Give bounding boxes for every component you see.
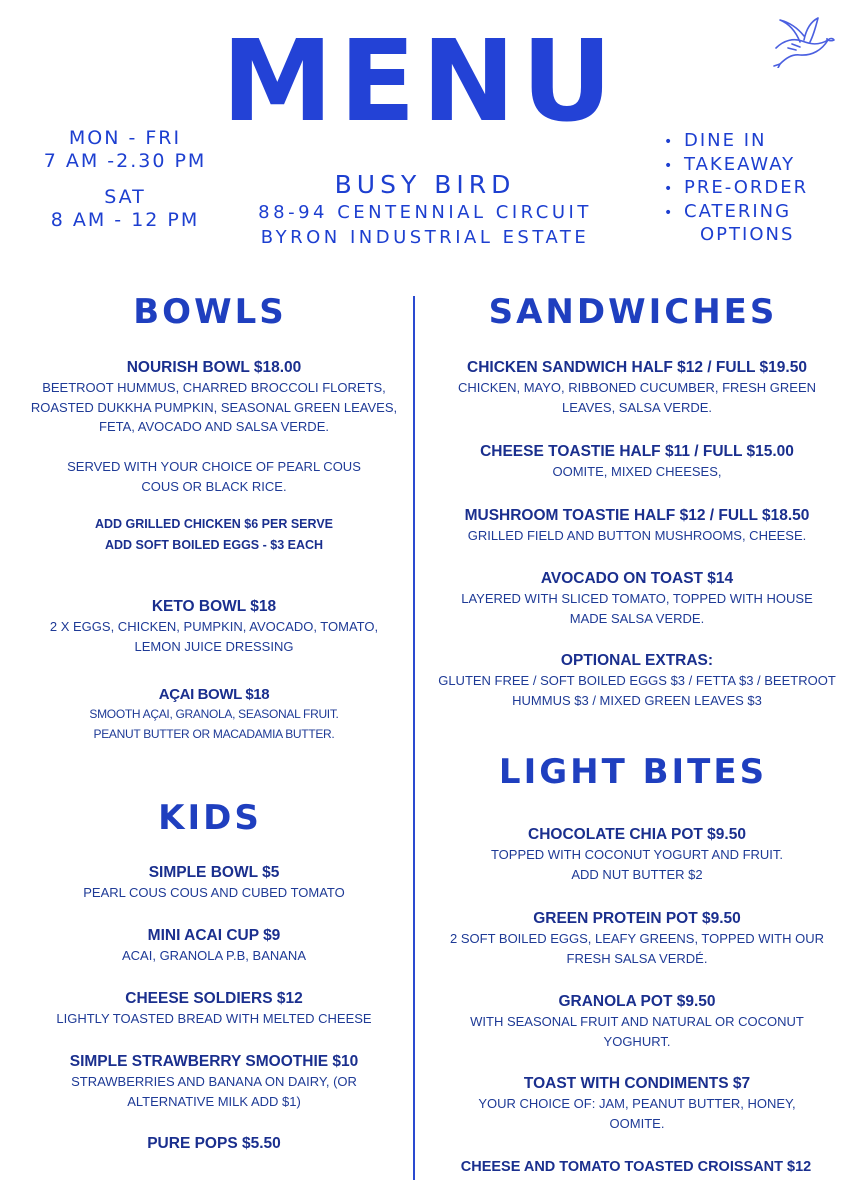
- menu-item-croissant: [428, 1157, 844, 1177]
- column-divider: [413, 296, 415, 1180]
- served-note: SERVED WITH YOUR CHOICE OF PEARL COUS COUS OR BLACK RICE.: [67, 459, 361, 494]
- item-description: 2 X EGGS, CHICKEN, PUMPKIN, AVOCADO, TOMATO, LEMON JUICE DRESSING: [49, 619, 379, 654]
- menu-item-avocado-toast: [432, 569, 842, 628]
- menu-item-acai-bowl: [18, 685, 410, 744]
- bullet-icon: •: [664, 157, 675, 174]
- menu-item-cheese-toastie: [432, 442, 842, 482]
- bullet-icon: •: [664, 181, 675, 197]
- bullet-icon: •: [664, 134, 675, 150]
- menu-item-pure-pops: [18, 1134, 410, 1154]
- item-description: STRAWBERRIES AND BANANA ON DAIRY, (OR ALTERNATIVE MILK ADD $1): [71, 1074, 357, 1109]
- menu-item-cheese-soldiers: [18, 989, 410, 1029]
- service-item: • TAKEAWAY: [664, 154, 834, 178]
- saturday-hours: [30, 186, 220, 232]
- menu-item-strawberry-smoothie: [18, 1052, 410, 1111]
- item-description: PEARL COUS COUS AND CUBED TOMATO: [83, 885, 345, 900]
- menu-item-mini-acai-cup: [18, 926, 410, 966]
- add-chicken: ADD GRILLED CHICKEN $6 PER SERVE: [94, 517, 333, 531]
- item-description: LIGHTLY TOASTED BREAD WITH MELTED CHEESE: [56, 1011, 372, 1026]
- menu-item-chocolate-chia-pot: [432, 825, 842, 884]
- weekday-hours: [30, 127, 220, 173]
- menu-item-toast-condiments: [432, 1074, 842, 1133]
- item-description: YOUR CHOICE OF: JAM, PEANUT BUTTER, HONEY, OOMITE.: [478, 1096, 796, 1131]
- item-title: OPTIONAL EXTRAS:: [560, 652, 714, 669]
- menu-item-keto-bowl: [18, 597, 410, 656]
- weekday-times: 7 AM -2.30 PM: [43, 150, 207, 172]
- optional-extras: [432, 651, 842, 710]
- item-description: ACAI, GRANOLA P.B, BANANA: [122, 948, 306, 963]
- item-title: SIMPLE STRAWBERRY SMOOTHIE $10: [69, 1053, 359, 1070]
- bullet-icon: •: [664, 204, 675, 221]
- add-eggs: ADD SOFT BOILED EGGS - $3 EACH: [104, 538, 324, 552]
- item-title: MINI ACAI CUP $9: [147, 927, 281, 944]
- menu-title: MENU: [221, 17, 619, 147]
- item-description: LAYERED WITH SLICED TOMATO, TOPPED WITH HOUSE MADE SALSA VERDE.: [461, 591, 813, 626]
- saturday-times: 8 AM - 12 PM: [50, 209, 200, 231]
- item-title: GRANOLA POT $9.50: [558, 993, 716, 1010]
- item-description: CHICKEN, MAYO, RIBBONED CUCUMBER, FRESH GREEN LEAVES, SALSA VERDE.: [457, 380, 817, 415]
- item-title: GREEN PROTEIN POT $9.50: [533, 910, 741, 927]
- service-item: • DINE IN: [664, 130, 834, 154]
- item-title: MUSHROOM TOASTIE HALF $12 / FULL $18.50: [464, 507, 810, 524]
- section-heading-sandwiches: SANDWICHES: [488, 292, 778, 332]
- saturday-day: SAT: [104, 186, 146, 208]
- section-heading-light-bites: LIGHT BITES: [498, 752, 768, 792]
- item-title: CHEESE TOASTIE HALF $11 / FULL $15.00: [480, 443, 794, 460]
- menu-item-chicken-sandwich: [432, 358, 842, 417]
- item-description: OOMITE, MIXED CHEESES,: [552, 464, 722, 479]
- menu-item-simple-bowl: [18, 863, 410, 903]
- item-title: CHOCOLATE CHIA POT $9.50: [528, 826, 746, 843]
- service-item-continued: OPTIONS: [700, 224, 795, 245]
- menu-item-mushroom-toastie: [432, 506, 842, 546]
- item-title: AÇAI BOWL $18: [158, 686, 270, 703]
- menu-item-nourish-bowl: [18, 358, 410, 437]
- item-title: CHEESE AND TOMATO TOASTED CROISSANT $12: [460, 1159, 812, 1175]
- menu-item-granola-pot: [432, 992, 842, 1051]
- item-title: SIMPLE BOWL $5: [148, 864, 280, 881]
- item-description: 2 SOFT BOILED EGGS, LEAFY GREENS, TOPPED WITH OUR FRESH SALSA VERDÉ.: [450, 931, 824, 966]
- menu-item-green-protein-pot: [432, 909, 842, 968]
- item-description: GRILLED FIELD AND BUTTON MUSHROOMS, CHEESE.: [467, 528, 807, 543]
- item-description-1: SMOOTH AÇAI, GRANOLA, SEASONAL FRUIT.: [89, 707, 339, 721]
- service-item: • CATERING: [664, 201, 834, 225]
- item-title: TOAST WITH CONDIMENTS $7: [523, 1075, 751, 1092]
- item-description-2: ADD NUT BUTTER $2: [571, 866, 703, 882]
- service-item: • PRE-ORDER: [664, 177, 834, 201]
- item-title: CHEESE SOLDIERS $12: [125, 990, 303, 1007]
- item-description: WITH SEASONAL FRUIT AND NATURAL OR COCONUT YOGHURT.: [470, 1014, 804, 1049]
- address-line-2: BYRON INDUSTRIAL ESTATE: [260, 227, 590, 248]
- address-line-1: 88-94 CENTENNIAL CIRCUIT: [258, 202, 592, 223]
- weekday-days: MON - FRI: [68, 127, 182, 149]
- item-title: NOURISH BOWL $18.00: [126, 359, 302, 376]
- section-heading-kids: KIDS: [158, 798, 262, 838]
- cafe-name: BUSY BIRD: [334, 170, 516, 199]
- bird-icon: [770, 14, 836, 68]
- item-title: KETO BOWL $18: [151, 598, 277, 615]
- item-title: PURE POPS $5.50: [147, 1135, 281, 1152]
- services-list: [664, 130, 834, 247]
- item-description-2: PEANUT BUTTER OR MACADAMIA BUTTER.: [93, 726, 335, 741]
- item-description: GLUTEN FREE / SOFT BOILED EGGS $3 / FETTA $3 / BEETROOT HUMMUS $3 / MIXED GREEN LEAVES $3: [438, 673, 836, 708]
- item-description-1: TOPPED WITH COCONUT YOGURT AND FRUIT.: [490, 847, 784, 862]
- section-heading-bowls: BOWLS: [133, 292, 287, 332]
- item-description: BEETROOT HUMMUS, CHARRED BROCCOLI FLORETS, ROASTED DUKKHA PUMPKIN, SEASONAL GREEN LEAVES, FETA, AVOCADO AND SALSA VERDE.: [30, 380, 398, 434]
- add-ons: [18, 514, 410, 556]
- item-title: AVOCADO ON TOAST $14: [540, 570, 734, 587]
- cafe-info: [240, 170, 610, 250]
- item-title: CHICKEN SANDWICH HALF $12 / FULL $19.50: [467, 359, 807, 376]
